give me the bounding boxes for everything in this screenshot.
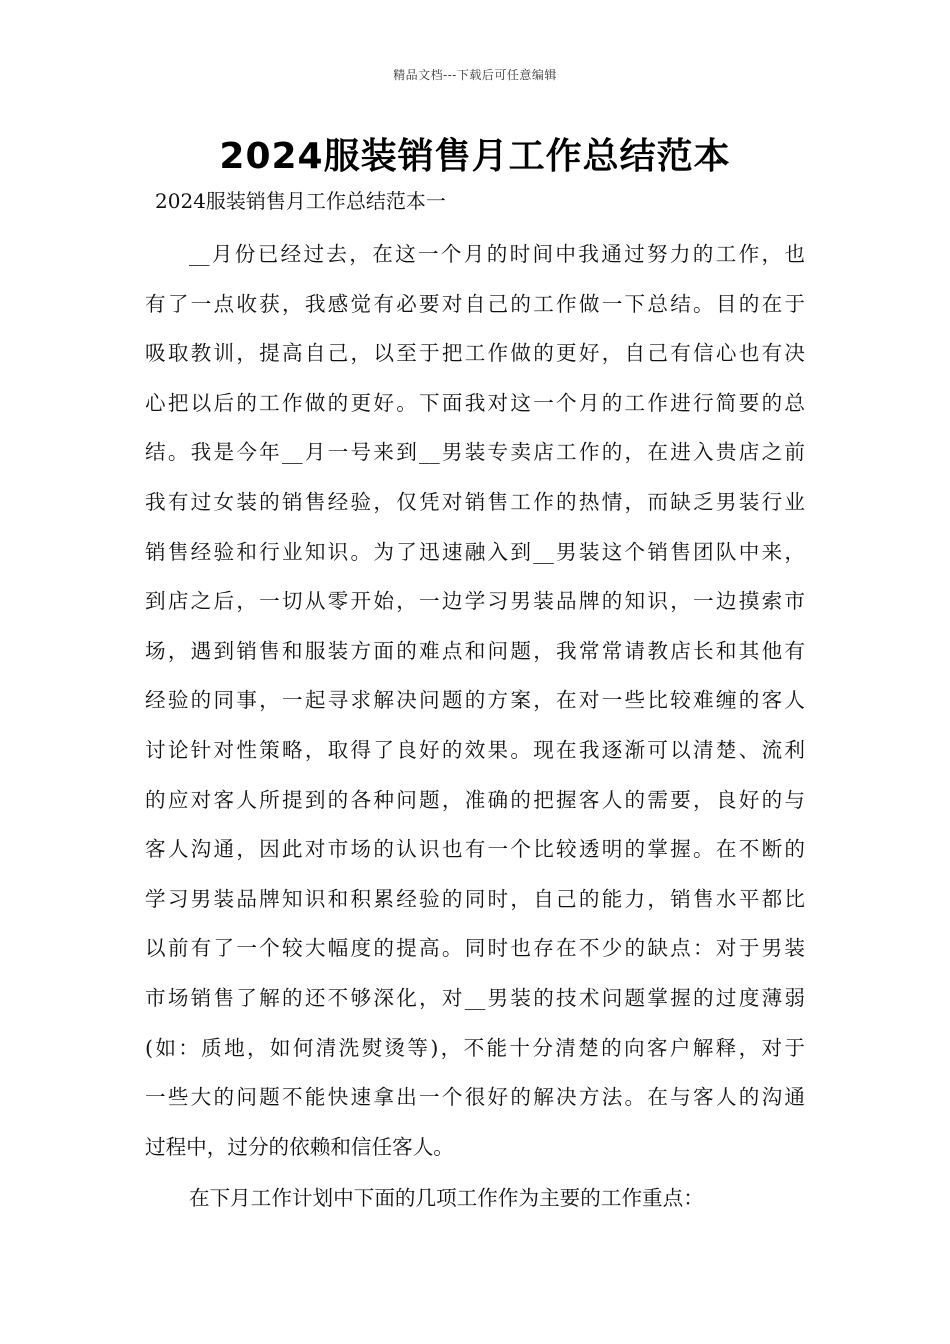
- paragraph-line: 销售经验和行业知识。为了迅速融入到__男装这个销售团队中来，: [145, 539, 805, 564]
- paragraph-line: (如：质地，如何清洗熨烫等)，不能十分清楚的向客户解释，对于: [145, 1035, 805, 1060]
- paragraph-line: __月份已经过去，在这一个月的时间中我通过努力的工作，也: [189, 242, 805, 266]
- paragraph-line: 一些大的问题不能快速拿出一个很好的解决方法。在与客人的沟通: [145, 1085, 805, 1110]
- paragraph-1: [145, 230, 805, 1172]
- paragraph-line: 的应对客人所提到的各种问题，准确的把握客人的需要，良好的与: [145, 787, 805, 812]
- document-subtitle: 2024服装销售月工作总结范本一: [155, 189, 446, 213]
- paragraph-line: 有了一点收获，我感觉有必要对自己的工作做一下总结。目的在于: [145, 291, 805, 316]
- paragraph-line: 结。我是今年__月一号来到__男装专卖店工作的，在进入贵店之前: [145, 440, 805, 465]
- document-title: 2024服装销售月工作总结范本: [219, 136, 731, 177]
- paragraph-line: 过程中，过分的依赖和信任客人。: [145, 1134, 454, 1159]
- paragraph-line: 心把以后的工作做的更好。下面我对这一个月的工作进行简要的总: [145, 390, 805, 415]
- paragraph-line: 吸取教训，提高自己，以至于把工作做的更好，自己有信心也有决: [145, 341, 805, 366]
- paragraph-line: 我有过女装的销售经验，仅凭对销售工作的热情，而缺乏男装行业: [145, 489, 805, 514]
- paragraph-line: 客人沟通，因此对市场的认识也有一个比较透明的掌握。在不断的: [145, 837, 805, 862]
- paragraph-line: 场，遇到销售和服装方面的难点和问题，我常常请教店长和其他有: [145, 638, 805, 663]
- page-header: 精品文档---下载后可任意编辑: [393, 68, 557, 82]
- paragraph-line: 经验的同事，一起寻求解决问题的方案，在对一些比较难缠的客人: [145, 688, 805, 713]
- paragraph-line: 学习男装品牌知识和积累经验的同时，自己的能力，销售水平都比: [145, 886, 805, 911]
- paragraph-line: 以前有了一个较大幅度的提高。同时也存在不少的缺点：对于男装: [145, 936, 805, 961]
- paragraph-line: 讨论针对性策略，取得了良好的效果。现在我逐渐可以清楚、流利: [145, 737, 805, 762]
- paragraph-line: 到店之后，一切从零开始，一边学习男装品牌的知识，一边摸索市: [145, 589, 805, 614]
- paragraph-2: 在下月工作计划中下面的几项工作作为主要的工作重点：: [189, 1186, 704, 1210]
- paragraph-line: 市场销售了解的还不够深化，对__男装的技术问题掌握的过度薄弱: [145, 985, 805, 1010]
